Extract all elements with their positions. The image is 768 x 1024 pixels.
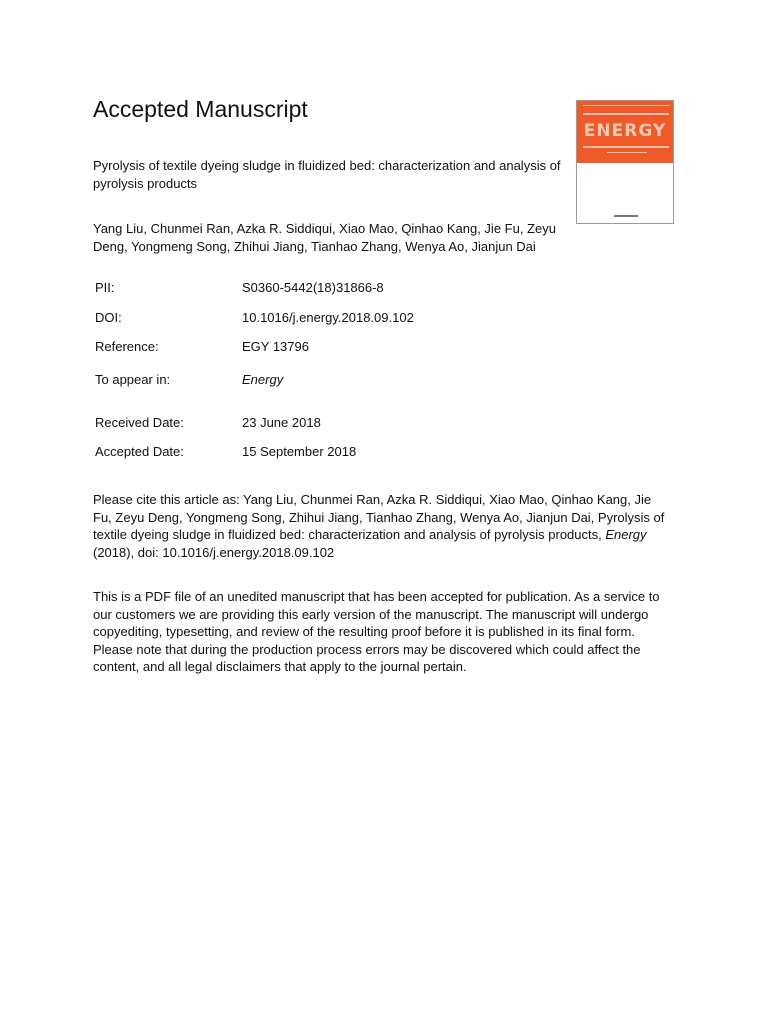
appear-in-label: To appear in:: [95, 372, 171, 387]
disclaimer-paragraph: This is a PDF file of an unedited manuscript that has been accepted for publication. As a service to our customers we are providing this early version of the manuscript. The manuscript will undergo copyediting, typesetting, and review of the resulting proof before it is published in its final form. Please note that during the production process errors may be discovered which could affect the content, and all legal disclaimers that apply to the journal pertain.: [93, 589, 660, 674]
reference-value: EGY 13796: [242, 339, 309, 354]
cover-publisher-mark: [614, 215, 638, 217]
citation-prefix: Please cite this article as: Yang Liu, Chunmei Ran, Azka R. Siddiqui, Xiao Mao, Qinhao Kang, Jie Fu, Zeyu Deng, Yongmeng Song, Zhihui Jiang, Tianhao Zhang, Wenya Ao, Jianjun Dai, Pyrolysis of textile dyeing sludge in fluidized bed: characterization and analysis of pyrolysis products,: [93, 492, 665, 542]
accepted-date-value: 15 September 2018: [242, 444, 357, 459]
page-heading: Accepted Manuscript: [93, 96, 308, 122]
reference-label: Reference:: [95, 339, 159, 354]
pii-value: S0360-5442(18)31866-8: [242, 280, 384, 295]
citation-journal: Energy: [605, 527, 647, 542]
doi-label: DOI:: [95, 310, 122, 325]
cover-journal-word: ENERGY: [583, 121, 667, 141]
accepted-date-label: Accepted Date:: [95, 444, 184, 459]
article-authors: Yang Liu, Chunmei Ran, Azka R. Siddiqui, Xiao Mao, Qinhao Kang, Jie Fu, Zeyu Deng, Yongmeng Song, Zhihui Jiang, Tianhao Zhang, Wenya Ao, Jianjun Dai: [93, 221, 556, 254]
received-date-value: 23 June 2018: [242, 415, 321, 430]
article-title: Pyrolysis of textile dyeing sludge in fluidized bed: characterization and analysis of pyrolysis products: [93, 158, 561, 191]
journal-cover-image: [576, 100, 674, 224]
appear-in-value: Energy: [242, 372, 284, 387]
citation-paragraph: [93, 491, 673, 561]
citation-suffix: (2018), doi: 10.1016/j.energy.2018.09.102: [93, 544, 335, 560]
received-date-label: Received Date:: [95, 415, 184, 430]
doi-value[interactable]: 10.1016/j.energy.2018.09.102: [242, 310, 414, 325]
pii-label: PII:: [95, 280, 115, 295]
